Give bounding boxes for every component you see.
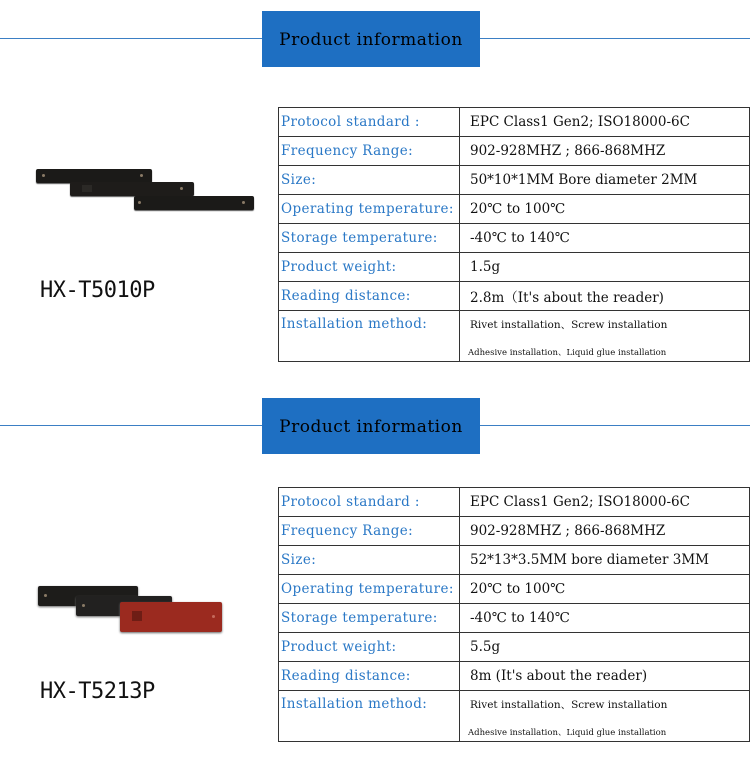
installation-label: Installation method: (281, 696, 428, 712)
installation-label: Installation method: (281, 316, 428, 332)
row-value: 20℃ to 100℃ (460, 195, 750, 224)
section-banner (262, 398, 480, 454)
row-value: 2.8m（It's about the reader) (460, 282, 750, 311)
table-row-installation (279, 691, 750, 742)
section-banner (262, 11, 480, 67)
installation-line-1: Rivet installation、Screw installation (470, 319, 668, 331)
table-row (279, 195, 750, 224)
row-value: 902-928MHZ ; 866-868MHZ (460, 137, 750, 166)
installation-line-1: Rivet installation、Screw installation (470, 699, 668, 711)
table-row (279, 662, 750, 691)
row-value: EPC Class1 Gen2; ISO18000-6C (460, 488, 750, 517)
product-section-2 (0, 388, 750, 776)
table-row (279, 517, 750, 546)
banner-title: Product information (279, 30, 463, 50)
row-label: Protocol standard : (279, 108, 460, 137)
rfid-tag-3 (134, 196, 254, 210)
row-label: Storage temperature: (279, 224, 460, 253)
rfid-tag-3 (120, 602, 222, 632)
row-label: Storage temperature: (279, 604, 460, 633)
table-row (279, 575, 750, 604)
installation-line-2: Adhesive installation、Liquid glue installation (468, 728, 667, 738)
row-value: -40℃ to 140℃ (460, 224, 750, 253)
table-row (279, 604, 750, 633)
table-row (279, 488, 750, 517)
rfid-tag-1 (36, 169, 152, 183)
row-label: Frequency Range: (279, 517, 460, 546)
table-row (279, 546, 750, 575)
row-value: 52*13*3.5MM bore diameter 3MM (460, 546, 750, 575)
rfid-tag-2 (70, 182, 194, 196)
row-label: Size: (279, 166, 460, 195)
row-label: Size: (279, 546, 460, 575)
spec-table (278, 107, 750, 362)
model-name: HX-T5213P (40, 679, 155, 704)
row-value: -40℃ to 140℃ (460, 604, 750, 633)
row-label: Product weight: (279, 253, 460, 282)
product-image (38, 584, 228, 638)
table-row (279, 166, 750, 195)
table-row (279, 633, 750, 662)
row-label: Product weight: (279, 633, 460, 662)
row-value: 8m (It's about the reader) (460, 662, 750, 691)
model-name: HX-T5010P (40, 278, 155, 303)
row-label: Operating temperature: (279, 195, 460, 224)
table-row (279, 253, 750, 282)
row-label: Reading distance: (279, 662, 460, 691)
installation-line-2: Adhesive installation、Liquid glue installation (468, 348, 667, 358)
spec-table (278, 487, 750, 742)
row-value (460, 691, 750, 742)
row-value: EPC Class1 Gen2; ISO18000-6C (460, 108, 750, 137)
row-label: Reading distance: (279, 282, 460, 311)
table-row (279, 224, 750, 253)
table-row (279, 282, 750, 311)
row-value: 20℃ to 100℃ (460, 575, 750, 604)
row-label: Operating temperature: (279, 575, 460, 604)
row-value: 5.5g (460, 633, 750, 662)
table-row-installation (279, 311, 750, 362)
table-row (279, 137, 750, 166)
banner-title: Product information (279, 417, 463, 437)
row-label: Protocol standard : (279, 488, 460, 517)
row-value: 50*10*1MM Bore diameter 2MM (460, 166, 750, 195)
row-value: 902-928MHZ ; 866-868MHZ (460, 517, 750, 546)
product-image (36, 164, 258, 214)
row-value: 1.5g (460, 253, 750, 282)
row-label (279, 311, 460, 362)
row-label: Frequency Range: (279, 137, 460, 166)
row-value (460, 311, 750, 362)
table-row (279, 108, 750, 137)
row-label (279, 691, 460, 742)
